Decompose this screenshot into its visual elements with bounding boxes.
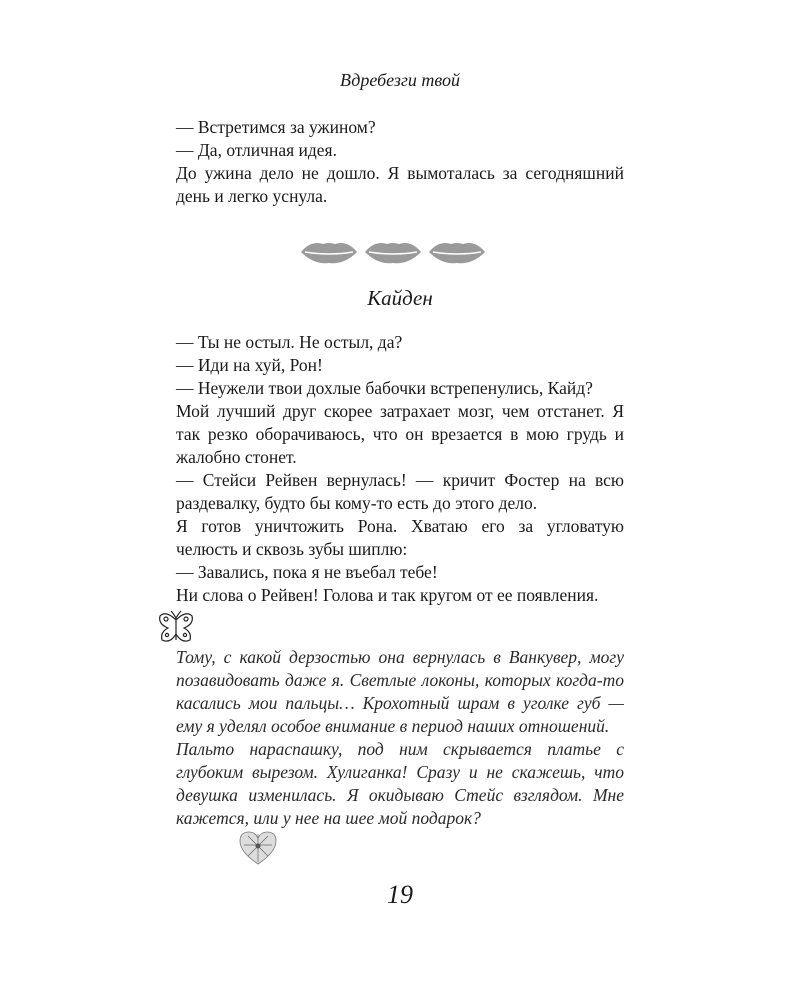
narration-paragraph: До ужина дело не дошло. Я вымоталась за сегодняшний день и легко уснула. <box>176 163 624 206</box>
dialogue-line: — Да, отличная идея. <box>176 140 337 160</box>
section-3 <box>176 646 624 830</box>
dialogue-line: — Ты не остыл. Не остыл, да? <box>176 332 403 352</box>
page-number: 19 <box>387 880 413 909</box>
dialogue-line: — Завались, пока я не въебал тебе! <box>176 562 438 582</box>
butterfly-icon <box>156 608 196 648</box>
narration-paragraph: Мой лучший друг скорее затрахает мозг, чем отстанет. Я так резко оборачиваюсь, что он врезается в мою грудь и жалобно стонет. <box>176 401 624 467</box>
dialogue-line: — Стейси Рейвен вернулась! — кричит Фостер на всю раздевалку, будто бы кому-то есть до этого дело. <box>176 470 624 513</box>
lips-icon <box>296 232 486 272</box>
dialogue-line: — Неужели твои дохлые бабочки встрепенулись, Кайд? <box>176 378 593 398</box>
section-2 <box>176 331 624 607</box>
narration-paragraph: Я готов уничтожить Рона. Хватаю его за угловатую челюсть и сквозь зубы шиплю: <box>176 516 624 559</box>
narration-paragraph: Ни слова о Рейвен! Голова и так кругом от ее появления. <box>176 585 599 605</box>
section-1 <box>176 116 624 208</box>
italic-paragraph: Пальто нараспашку, под ним скрывается платье с глубоким вырезом. Хулиганка! Сразу и не скажешь, что девушка изменилась. Я окидываю Стейс взглядом. Мне кажется, или у нее на шее мой подарок? <box>176 739 624 828</box>
dialogue-line: — Встретимся за ужином? <box>176 117 376 137</box>
heart-icon <box>236 828 280 868</box>
dialogue-line: — Иди на хуй, Рон! <box>176 355 323 375</box>
chapter-subtitle: Кайден <box>367 286 433 310</box>
running-title: Вдребезги твой <box>340 70 460 90</box>
italic-paragraph: Тому, с какой дерзостью она вернулась в Ванкувер, могу позавидовать даже я. Светлые локоны, которых когда-то касались мои пальцы… Крохотный шрам в уголке губ — ему я уделял особое внимание в период наших отношений. <box>176 647 624 736</box>
